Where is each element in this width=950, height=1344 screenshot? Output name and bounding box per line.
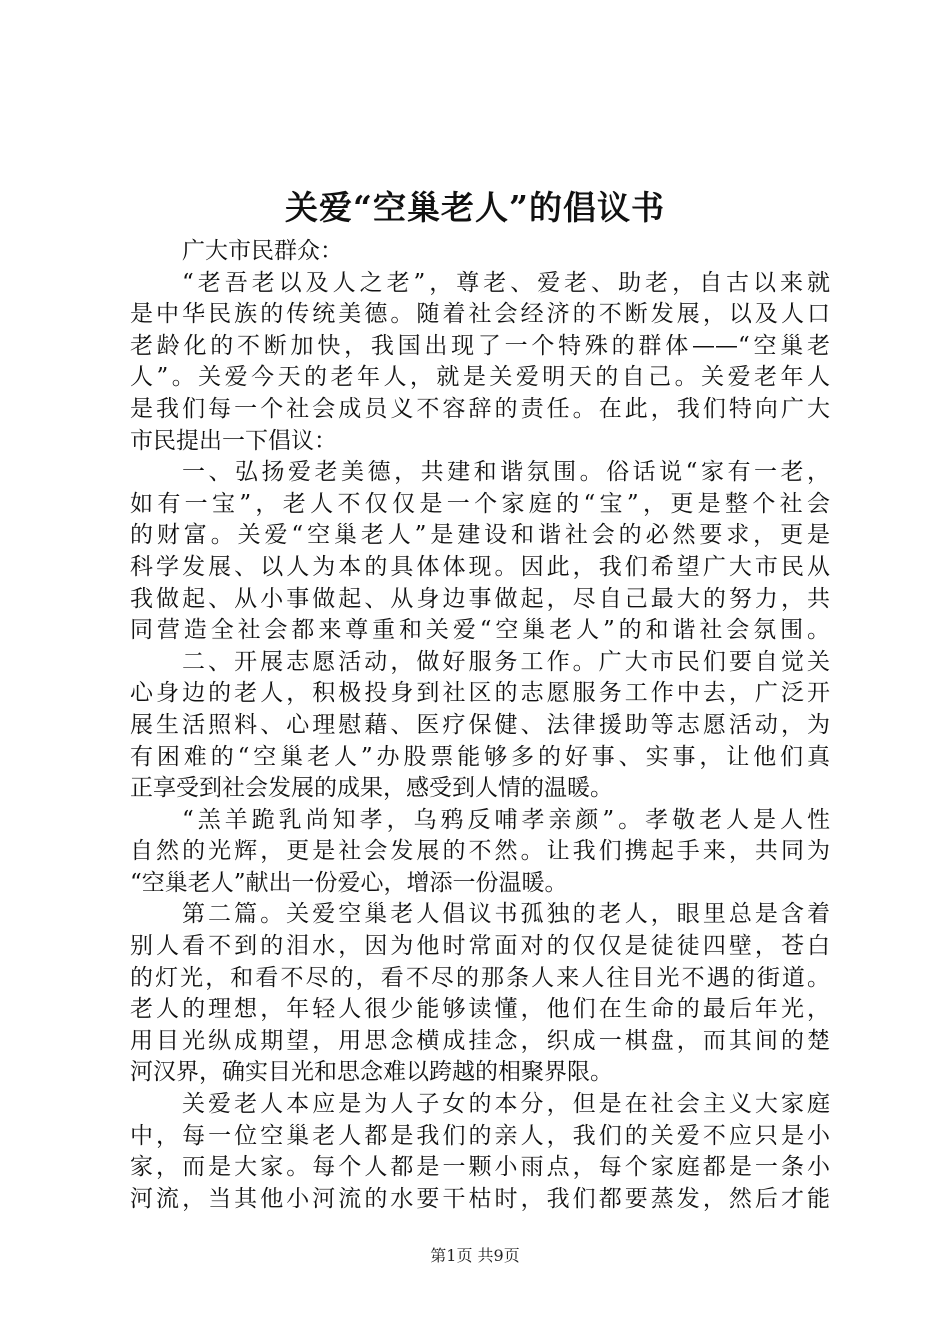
text-line: 展生活照料、心理慰藉、医疗保健、法律援助等志愿活动，为 [130, 711, 830, 738]
text-line: 是我们每一个社会成员义不容辞的责任。在此，我们特向广大 [130, 395, 830, 422]
text-line: 关爱老人本应是为人子女的本分，但是在社会主义大家庭 [182, 1091, 830, 1118]
document-body [130, 236, 830, 1215]
text-line: 河汉界，确实目光和思念难以跨越的相聚界限。 [130, 1059, 613, 1086]
text-line: 我做起、从小事做起、从身边事做起，尽自己最大的努力，共 [130, 585, 830, 612]
text-line: 正享受到社会发展的成果，感受到人情的温暖。 [130, 775, 613, 802]
text-line: 市民提出一下倡议： [130, 427, 337, 454]
text-line: “空巢老人”献出一份爱心，增添一份温暖。 [130, 869, 568, 896]
text-line: 的灯光，和看不尽的，看不尽的那条人来人往目光不遇的街道。 [130, 964, 830, 991]
text-line: 家，而是大家。每个人都是一颗小雨点，每个家庭都是一条小 [130, 1154, 830, 1181]
text-line: 心身边的老人，积极投身到社区的志愿服务工作中去，广泛开 [130, 680, 830, 707]
text-line: 老人的理想，年轻人很少能够读懂，他们在生命的最后年光， [130, 996, 830, 1023]
text-line: 同营造全社会都来尊重和关爱“空巢老人”的和谐社会氛围。 [130, 617, 830, 644]
text-line: 是中华民族的传统美德。随着社会经济的不断发展，以及人口 [130, 301, 830, 328]
text-line: 河流，当其他小河流的水要干枯时，我们都要蒸发，然后才能 [130, 1185, 830, 1212]
text-line: 有困难的“空巢老人”办股票能够多的好事、实事，让他们真 [130, 743, 830, 770]
text-line: 中，每一位空巢老人都是我们的亲人，我们的关爱不应只是小 [130, 1122, 830, 1149]
text-line: “羔羊跪乳尚知孝，乌鸦反哺孝亲颜”。孝敬老人是人性 [182, 806, 830, 833]
text-line: 如有一宝”，老人不仅仅是一个家庭的“宝”，更是整个社会 [130, 490, 830, 517]
document-title: 关爱“空巢老人”的倡议书 [285, 188, 665, 227]
page-footer: 第1页 共9页 [430, 1246, 520, 1265]
text-line: 别人看不到的泪水，因为他时常面对的仅仅是徒徒四壁，苍白 [130, 933, 830, 960]
text-line: 自然的光辉，更是社会发展的不然。让我们携起手来，共同为 [130, 838, 830, 865]
text-line: 第二篇。关爱空巢老人倡议书孤独的老人，眼里总是含着 [182, 901, 830, 928]
text-line: 广大市民群众： [182, 238, 343, 264]
text-line: 用目光纵成期望，用思念横成挂念，织成一棋盘，而其间的楚 [130, 1027, 830, 1054]
text-line: 科学发展、以人为本的具体体现。因此，我们希望广大市民从 [130, 553, 830, 580]
text-line: 老龄化的不断加快，我国出现了一个特殊的群体——“空巢老 [130, 332, 830, 359]
text-line: 人”。关爱今天的老年人，就是关爱明天的自己。关爱老年人 [130, 364, 830, 391]
text-line: 二、开展志愿活动，做好服务工作。广大市民们要自觉关 [182, 648, 830, 675]
text-line: 一、弘扬爱老美德，共建和谐氛围。俗话说“家有一老， [182, 459, 830, 486]
text-line: 的财富。关爱“空巢老人”是建设和谐社会的必然要求，更是 [130, 522, 830, 549]
text-line: “老吾老以及人之老”，尊老、爱老、助老，自古以来就 [182, 269, 830, 296]
